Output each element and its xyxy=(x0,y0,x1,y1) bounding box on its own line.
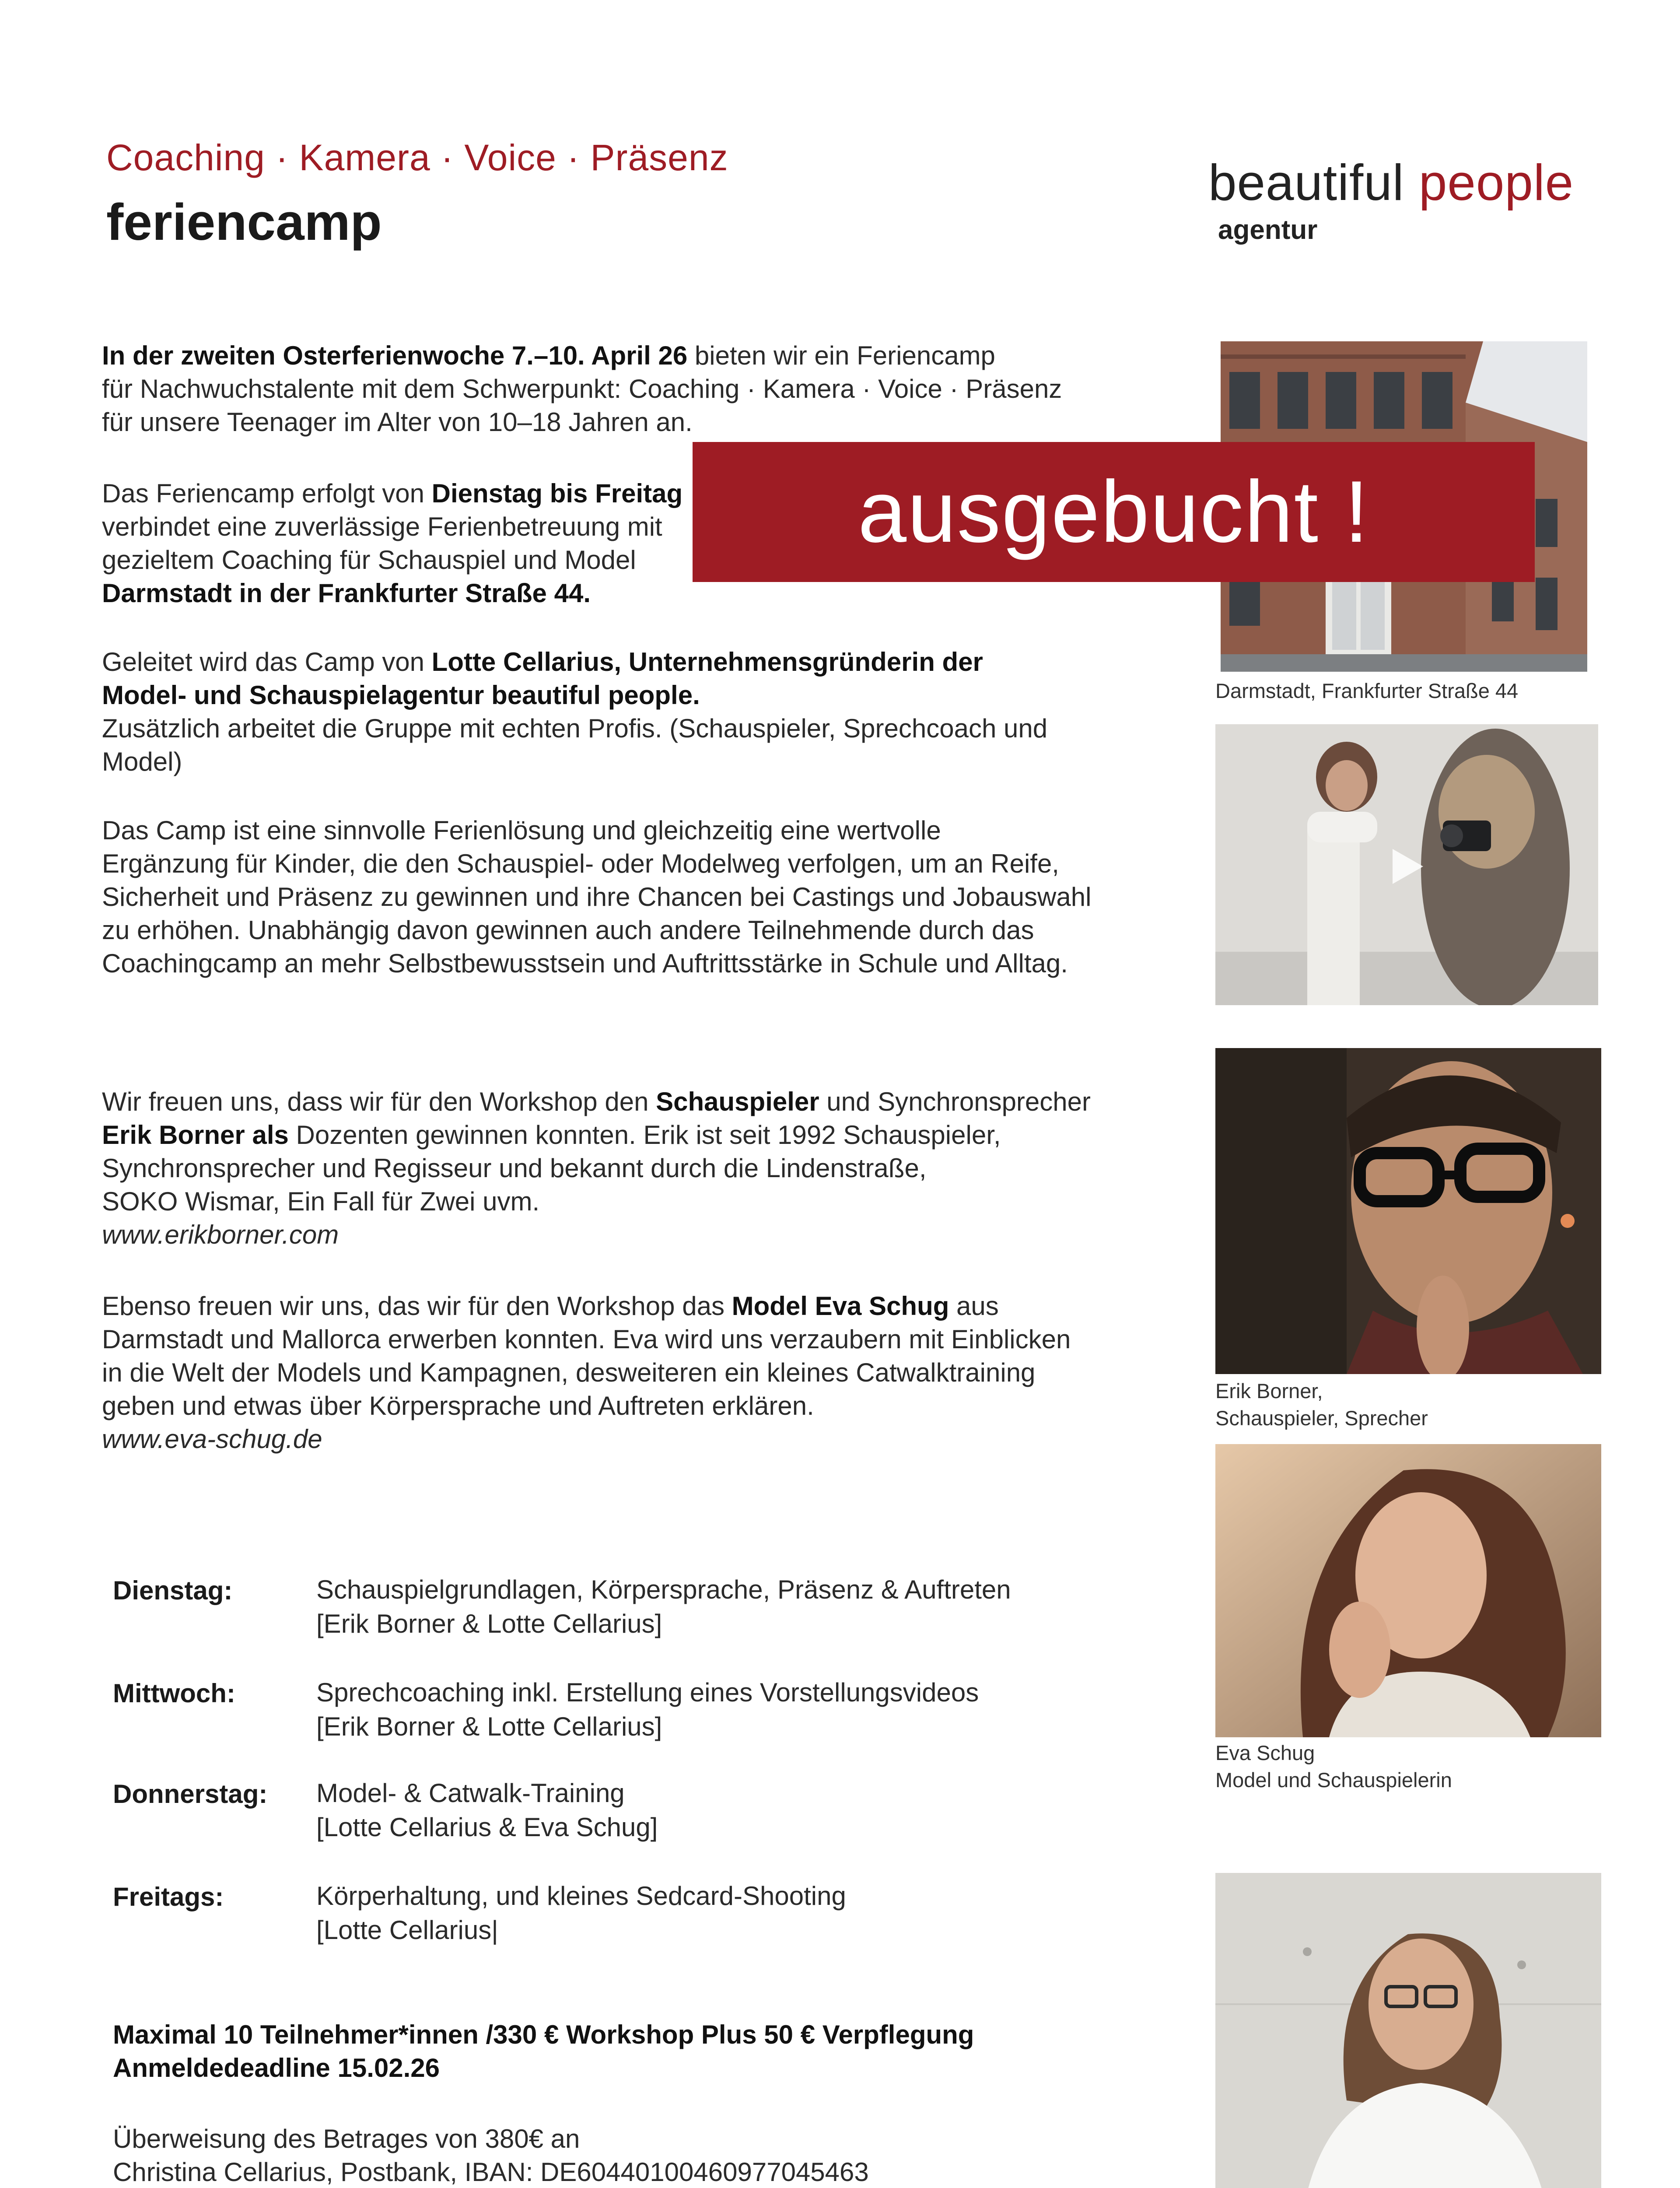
eva-name: Model Eva Schug xyxy=(732,1291,949,1321)
leader-paragraph xyxy=(102,645,1196,778)
eva-caption xyxy=(1215,1739,1653,1794)
leader-agency: Model- und Schauspielagentur beautiful people. xyxy=(102,680,700,710)
erik-caption-role: Schauspieler, Sprecher xyxy=(1215,1406,1428,1430)
schedule-topic: Sprechcoaching inkl. Erstellung eines Vorstellungsvideos xyxy=(316,1678,979,1707)
erik-website-link[interactable]: www.erikborner.com xyxy=(102,1220,339,1249)
erik-line-3: Synchronsprecher und Regisseur und bekannt durch die Lindenstraße, xyxy=(102,1154,927,1183)
eva-schug-photo xyxy=(1215,1444,1601,1737)
schedule-day: Donnerstag: xyxy=(113,1779,268,1809)
schedule-topic: Model- & Catwalk-Training xyxy=(316,1778,625,1808)
brand-logo-word-2: people xyxy=(1418,154,1574,211)
eva-line-4: geben und etwas über Körpersprache und Auftreten erklären. xyxy=(102,1391,814,1420)
intro-line-2: für Nachwuchstalente mit dem Schwerpunkt: Coaching · Kamera · Voice · Präsenz xyxy=(102,374,1062,403)
leader-name: Lotte Cellarius, Unternehmensgründerin der xyxy=(431,647,983,677)
building-caption: Darmstadt, Frankfurter Straße 44 xyxy=(1215,679,1519,702)
schedule-people: [Lotte Cellarius & Eva Schug] xyxy=(316,1813,658,1842)
eva-line-2: Darmstadt und Mallorca erwerben konnten. Eva wird uns verzaubern mit Einblicken xyxy=(102,1325,1071,1354)
pricing-block xyxy=(113,2018,1250,2085)
camp-address: Darmstadt in der Frankfurter Straße 44. xyxy=(102,579,591,608)
eva-website-link[interactable]: www.eva-schug.de xyxy=(102,1424,322,1454)
erik-paragraph xyxy=(102,1085,1196,1252)
schedule-day: Dienstag: xyxy=(113,1576,233,1605)
camp-value-line-2: Ergänzung für Kinder, die den Schauspiel- oder Modelweg verfolgen, um an Reife, xyxy=(102,849,1059,878)
play-icon[interactable] xyxy=(1382,842,1430,891)
schedule-day: Mittwoch: xyxy=(113,1679,235,1708)
camp-info-line-1: Das Feriencamp erfolgt von xyxy=(102,479,432,508)
payment-block xyxy=(113,2122,1250,2188)
erik-caption-name: Erik Borner, xyxy=(1215,1379,1323,1403)
camp-info-line-3: gezieltem Coaching für Schauspiel und Model xyxy=(102,545,636,575)
intro-paragraph xyxy=(102,339,1196,439)
intro-dates: In der zweiten Osterferienwoche 7.–10. April 26 xyxy=(102,341,688,370)
page-title: feriencamp xyxy=(106,193,382,251)
payment-iban: Christina Cellarius, Postbank, IBAN: DE60440100460977045463 xyxy=(113,2157,869,2187)
camp-days: Dienstag bis Freitag xyxy=(431,479,683,508)
schedule-people: [Lotte Cellarius| xyxy=(316,1915,498,1945)
eva-caption-name: Eva Schug xyxy=(1215,1741,1315,1764)
eva-line-3: in die Welt der Models und Kampagnen, desweiteren ein kleines Catwalktraining xyxy=(102,1358,1036,1387)
erik-borner-photo xyxy=(1215,1048,1601,1374)
eva-caption-role: Model und Schauspielerin xyxy=(1215,1768,1452,1792)
camp-value-line-5: Coachingcamp an mehr Selbstbewusstsein und Auftrittsstärke in Schule und Alltag. xyxy=(102,949,1068,978)
schedule-day: Freitags: xyxy=(113,1882,224,1911)
camp-value-line-3: Sicherheit und Präsenz zu gewinnen und ihre Chancen bei Castings und Jobauswahl xyxy=(102,882,1092,912)
pricing-line-1: Maximal 10 Teilnehmer*innen /330 € Workshop Plus 50 € Verpflegung xyxy=(113,2020,974,2049)
brand-logo-word-1: beautiful xyxy=(1208,154,1404,211)
erik-line-1a: Wir freuen uns, dass wir für den Workshop den xyxy=(102,1087,656,1116)
camp-info-line-2: verbindet eine zuverlässige Ferienbetreuung mit xyxy=(102,512,662,541)
sold-out-banner: ausgebucht ! xyxy=(693,442,1535,582)
camp-value-line-1: Das Camp ist eine sinnvolle Ferienlösung und gleichzeitig eine wertvolle xyxy=(102,816,941,845)
schedule-people: [Erik Borner & Lotte Cellarius] xyxy=(316,1712,662,1741)
eva-line-1c: aus xyxy=(949,1291,999,1321)
schedule-people: [Erik Borner & Lotte Cellarius] xyxy=(316,1609,662,1638)
erik-line-2b: Dozenten gewinnen konnten. Erik ist seit 1992 Schauspieler, xyxy=(288,1120,1001,1150)
leader-line-4: Model) xyxy=(102,747,182,776)
lotte-cellarius-photo xyxy=(1215,1873,1601,2188)
pricing-deadline: Anmeldedeadline 15.02.26 xyxy=(113,2053,440,2083)
intro-line-3: für unsere Teenager im Alter von 10–18 Jahren an. xyxy=(102,407,693,437)
eva-paragraph xyxy=(102,1290,1196,1456)
leader-line-1: Geleitet wird das Camp von xyxy=(102,647,432,677)
intro-line-1: bieten wir ein Feriencamp xyxy=(687,341,995,370)
leader-line-3: Zusätzlich arbeitet die Gruppe mit echten Profis. (Schauspieler, Sprechcoach und xyxy=(102,714,1048,743)
erik-name: Erik Borner als xyxy=(102,1120,289,1150)
erik-role: Schauspieler xyxy=(656,1087,819,1116)
eva-line-1a: Ebenso freuen wir uns, das wir für den Workshop das xyxy=(102,1291,732,1321)
payment-line-1: Überweisung des Betrages von 380€ an xyxy=(113,2124,580,2153)
erik-line-4: SOKO Wismar, Ein Fall für Zwei uvm. xyxy=(102,1187,540,1216)
studio-video-thumbnail[interactable] xyxy=(1215,724,1598,1005)
erik-caption xyxy=(1215,1378,1653,1432)
brand-logo xyxy=(1208,153,1574,212)
schedule-topic: Schauspielgrundlagen, Körpersprache, Präsenz & Auftreten xyxy=(316,1575,1011,1604)
schedule-topic: Körperhaltung, und kleines Sedcard-Shooting xyxy=(316,1881,846,1911)
camp-value-line-4: zu erhöhen. Unabhängig davon gewinnen auch andere Teilnehmende durch das xyxy=(102,915,1034,945)
erik-line-1c: und Synchronsprecher xyxy=(819,1087,1091,1116)
brand-subtitle: agentur xyxy=(1218,215,1318,245)
camp-value-paragraph xyxy=(102,814,1196,980)
page-subtitle: Coaching · Kamera · Voice · Präsenz xyxy=(106,137,728,178)
